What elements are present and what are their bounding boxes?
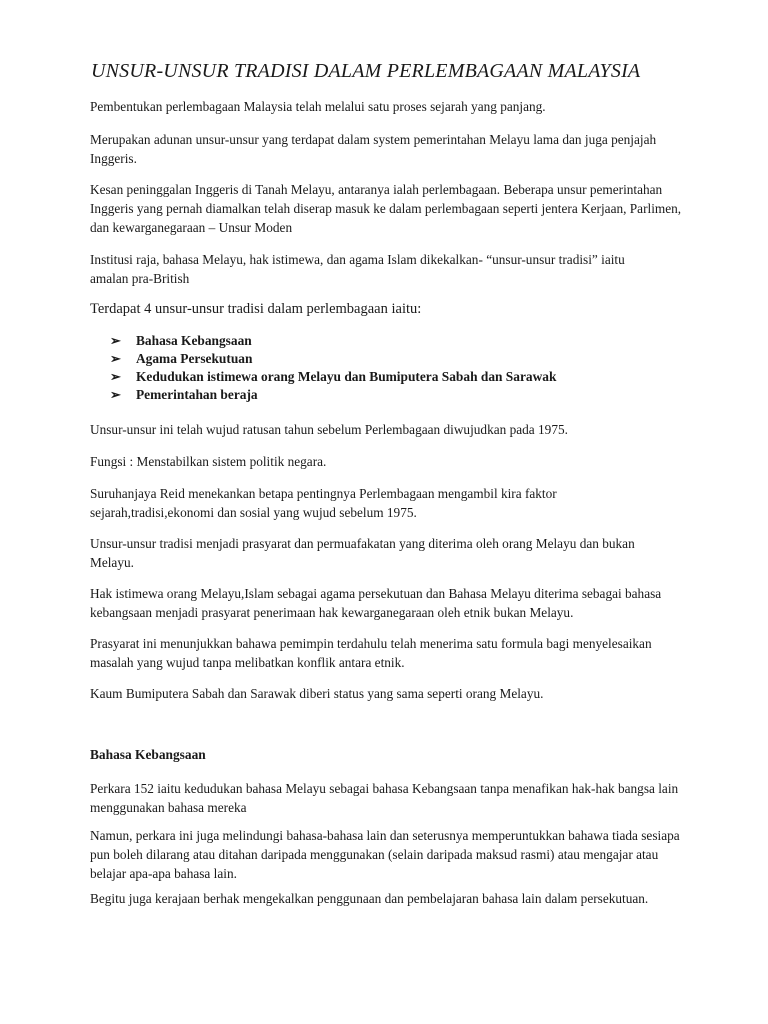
arrow-bullet-icon: ➢ <box>110 369 121 384</box>
paragraph: Merupakan adunan unsur-unsur yang terdapat dalam system pemerintahan Melayu lama dan juga penjajah Inggeris. <box>90 132 657 166</box>
list-item <box>110 350 556 368</box>
paragraph: Institusi raja, bahasa Melayu, hak istimewa, dan agama Islam dikekalkan- “unsur-unsur tradisi” iaitu amalan pra-British <box>90 252 625 286</box>
arrow-bullet-icon: ➢ <box>110 351 121 366</box>
paragraph: Pembentukan perlembagaan Malaysia telah melalui satu proses sejarah yang panjang. <box>90 99 546 114</box>
paragraph: Prasyarat ini menunjukkan bahawa pemimpin terdahulu telah menerima satu formula bagi menyelesaikan masalah yang wujud tanpa melibatkan konflik antara etnik. <box>90 636 652 670</box>
paragraph: Unsur-unsur tradisi menjadi prasyarat dan permuafakatan yang diterima oleh orang Melayu dan bukan Melayu. <box>90 536 635 570</box>
paragraph: Kesan peninggalan Inggeris di Tanah Melayu, antaranya ialah perlembagaan. Beberapa unsur pemerintahan Inggeris yang pernah diamalkan telah diserap masuk ke dalam perlembagaan seperti jentera Kerjaan, Parlimen, dan kewarganegaraan – Unsur Moden <box>90 182 682 235</box>
list-item-label: Pemerintahan beraja <box>136 387 258 402</box>
arrow-bullet-icon: ➢ <box>110 333 121 348</box>
paragraph: Suruhanjaya Reid menekankan betapa pentingnya Perlembagaan mengambil kira faktor sejarah,tradisi,ekonomi dan sosial yang wujud sebelum 1975. <box>90 486 557 520</box>
list-item-label: Agama Persekutuan <box>136 351 253 366</box>
list-item <box>110 386 556 404</box>
paragraph: Perkara 152 iaitu kedudukan bahasa Melayu sebagai bahasa Kebangsaan tanpa menafikan hak-hak bangsa lain menggunakan bahasa mereka <box>90 781 679 815</box>
paragraph: Namun, perkara ini juga melindungi bahasa-bahasa lain dan seterusnya memperuntukkan bahawa tiada sesiapa pun boleh dilarang atau ditahan daripada menggunakan (selain daripada maksud rasmi) atau mengajar atau belajar apa-apa bahasa lain. <box>90 828 680 881</box>
paragraph: Hak istimewa orang Melayu,Islam sebagai agama persekutuan dan Bahasa Melayu diterima sebagai bahasa kebangsaan menjadi prasyarat penerimaan hak kewarganegaraan oleh etnik bukan Melayu. <box>90 586 662 620</box>
section-heading: Bahasa Kebangsaan <box>90 747 206 762</box>
paragraph: Begitu juga kerajaan berhak mengekalkan penggunaan dan pembelajaran bahasa lain dalam persekutuan. <box>90 891 649 906</box>
paragraph: Kaum Bumiputera Sabah dan Sarawak diberi status yang sama seperti orang Melayu. <box>90 686 544 701</box>
paragraph: Unsur-unsur ini telah wujud ratusan tahun sebelum Perlembagaan diwujudkan pada 1975. <box>90 422 568 437</box>
list-intro: Terdapat 4 unsur-unsur tradisi dalam perlembagaan iaitu: <box>90 301 422 317</box>
paragraph: Fungsi : Menstabilkan sistem politik negara. <box>90 454 327 469</box>
document-title: UNSUR-UNSUR TRADISI DALAM PERLEMBAGAAN MALAYSIA <box>91 60 641 82</box>
arrow-bullet-icon: ➢ <box>110 387 121 402</box>
list-item <box>110 332 556 350</box>
list-item-label: Bahasa Kebangsaan <box>136 333 252 348</box>
list-item <box>110 368 556 386</box>
list-item-label: Kedudukan istimewa orang Melayu dan Bumiputera Sabah dan Sarawak <box>136 369 557 384</box>
traditional-elements-list <box>110 332 556 404</box>
